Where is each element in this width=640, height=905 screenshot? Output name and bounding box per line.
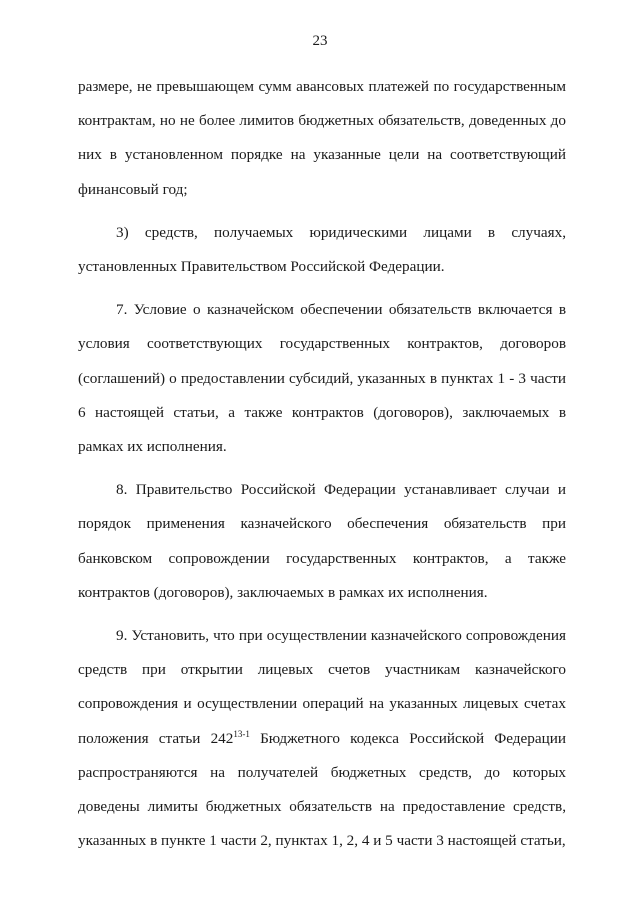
paragraph-clause-7: 7. Условие о казначейском обеспечении обязательств включается в условия соответствующих государственных контрактов, договоров (соглашений) о предоставлении субсидий, указанных в пунктах 1 - 3 части 6 настоящей статьи, а также контрактов (договоров), заключаемых в рамках их исполнения. bbox=[78, 301, 566, 456]
paragraph-clause-8: 8. Правительство Российской Федерации устанавливает случаи и порядок применения казначейского обеспечения обязательств при банковском сопровождении государственных контрактов, а также контрактов (договоров), заключаемых в рамках их исполнения. bbox=[78, 481, 566, 601]
article-superscript: 13-1 bbox=[233, 728, 250, 739]
paragraph-clause-9 bbox=[78, 619, 566, 858]
clause-9-text-after: Бюджетного кодекса Российской Федерации распространяются на получателей бюджетных средств, до которых доведены лимиты бюджетных обязательств на предоставление средств, указанных в пункте 1 части 2, пунктах 1, 2, 4 и 5 части 3 настоящей статьи, bbox=[78, 729, 566, 850]
paragraph-item-3: 3) средств, получаемых юридическими лицами в случаях, установленных Правительством Российской Федерации. bbox=[78, 223, 566, 276]
page-number: 23 bbox=[312, 33, 328, 49]
document-body bbox=[78, 70, 566, 858]
clause-9-text-before: 9. Установить, что при осуществлении казначейского сопровождения средств при открытии лицевых счетов участникам казначейского сопровождения и осуществлении операций на указанных лицевых счетах положения статьи 242 bbox=[78, 627, 566, 747]
paragraph-continuation: размере, не превышающем сумм авансовых платежей по государственным контрактам, но не более лимитов бюджетных обязательств, доведенных до них в установленном порядке на указанные цели на соответствующий финансовый год; bbox=[78, 78, 566, 198]
